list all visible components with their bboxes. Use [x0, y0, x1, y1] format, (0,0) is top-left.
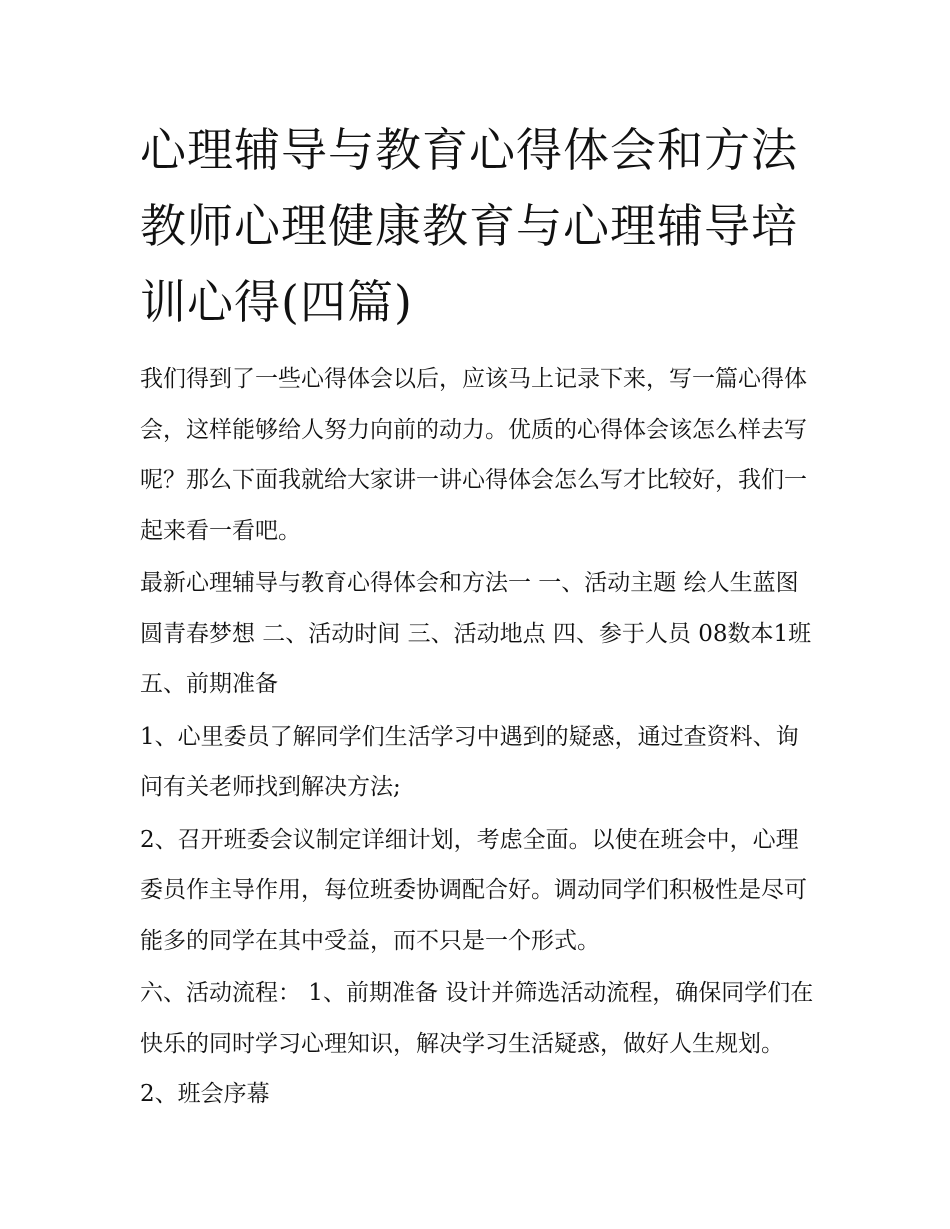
document-title: 心理辅导与教育心得体会和方法 教师心理健康教育与心理辅导培训心得(四篇)	[140, 123, 798, 329]
paragraph-preparation-1: 1、心里委员了解同学们生活学习中遇到的疑惑，通过查资料、询问有关老师找到解决方法;	[140, 723, 799, 800]
paragraph-activity-process: 六、活动流程： 1、前期准备 设计并筛选活动流程，确保同学们在快乐的同时学习心理知识，解决学习生活疑惑，做好人生规划。 2、班会序幕	[140, 980, 814, 1107]
paragraph-preparation-2: 2、召开班委会议制定详细计划，考虑全面。以使在班会中，心理委员作主导作用，每位班委协调配合好。调动同学们积极性是尽可能多的同学在其中受益，而不只是一个形式。	[140, 826, 807, 954]
document-page	[140, 112, 820, 1122]
paragraph-intro: 我们得到了一些心得体会以后，应该马上记录下来，写一篇心得体会，这样能够给人努力向前的动力。优质的心得体会该怎么样去写呢？那么下面我就给大家讲一讲心得体会怎么写才比较好，我们一起来看一看吧。	[140, 366, 807, 544]
paragraph-activity-overview: 最新心理辅导与教育心得体会和方法一 一、活动主题 绘人生蓝图 圆青春梦想 二、活动时间 三、活动地点 四、参于人员 08数本1班 五、前期准备	[140, 570, 812, 697]
